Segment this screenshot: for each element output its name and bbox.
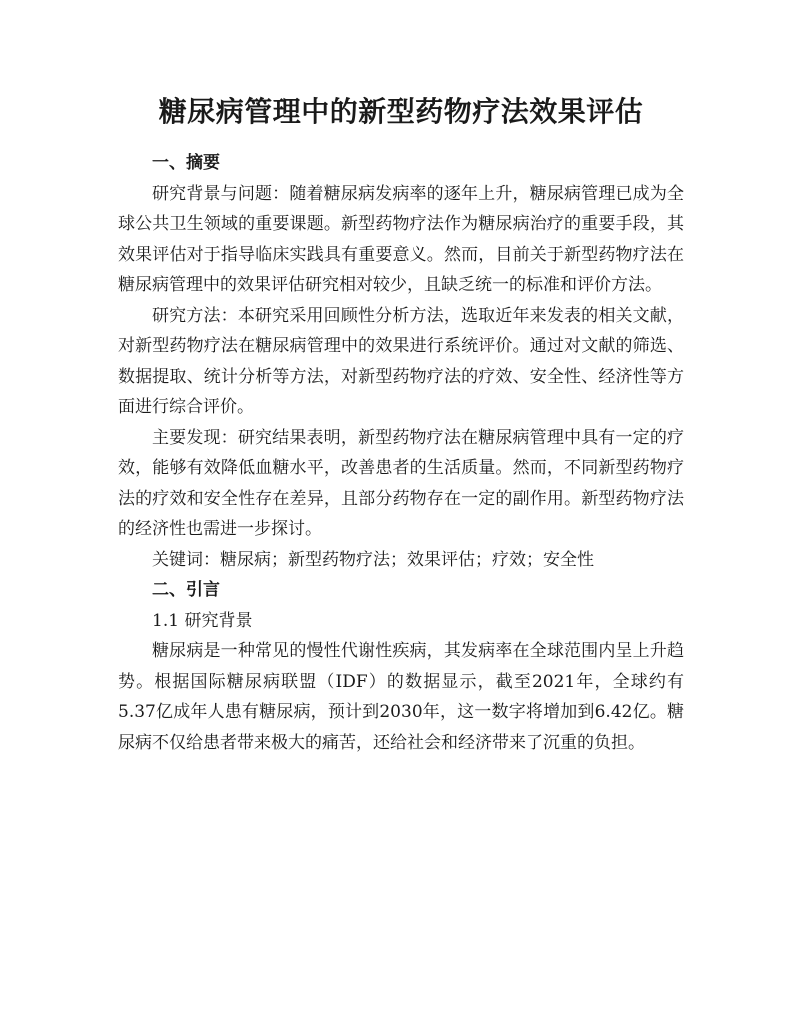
subsection-heading-research-background: 1.1 研究背景 xyxy=(152,610,253,631)
paragraph-background: 研究背景与问题：随着糖尿病发病率的逐年上升，糖尿病管理已成为全球公共卫生领域的重要课题。新型药物疗法作为糖尿病治疗的重要手段，其效果评估对于指导临床实践具有重要意义。然而，目前关于新型药物疗法在糖尿病管理中的效果评估研究相对较少，且缺乏统一的标准和评价方法。 xyxy=(118,183,684,295)
paragraph-findings: 主要发现：研究结果表明，新型药物疗法在糖尿病管理中具有一定的疗效，能够有效降低血糖水平，改善患者的生活质量。然而，不同新型药物疗法的疗效和安全性存在差异，且部分药物存在一定的副作用。新型药物疗法的经济性也需进一步探讨。 xyxy=(118,427,684,539)
section-heading-introduction: 二、引言 xyxy=(152,580,220,600)
section-heading-abstract: 一、摘要 xyxy=(152,153,220,173)
document-body xyxy=(118,148,684,758)
paragraph-keywords: 关键词：糖尿病；新型药物疗法；效果评估；疗效；安全性 xyxy=(152,549,594,570)
paragraph-methods: 研究方法：本研究采用回顾性分析方法，选取近年来发表的相关文献，对新型药物疗法在糖尿病管理中的效果进行系统评价。通过对文献的筛选、数据提取、统计分析等方法，对新型药物疗法的疗效、安全性、经济性等方面进行综合评价。 xyxy=(118,305,684,417)
paragraph-intro-background: 糖尿病是一种常见的慢性代谢性疾病，其发病率在全球范围内呈上升趋势。根据国际糖尿病联盟（IDF）的数据显示，截至2021年，全球约有5.37亿成年人患有糖尿病，预计到2030年，这一数字将增加到6.42亿。糖尿病不仅给患者带来极大的痛苦，还给社会和经济带来了沉重的负担。 xyxy=(118,641,684,753)
document-title: 糖尿病管理中的新型药物疗法效果评估 xyxy=(158,95,644,128)
